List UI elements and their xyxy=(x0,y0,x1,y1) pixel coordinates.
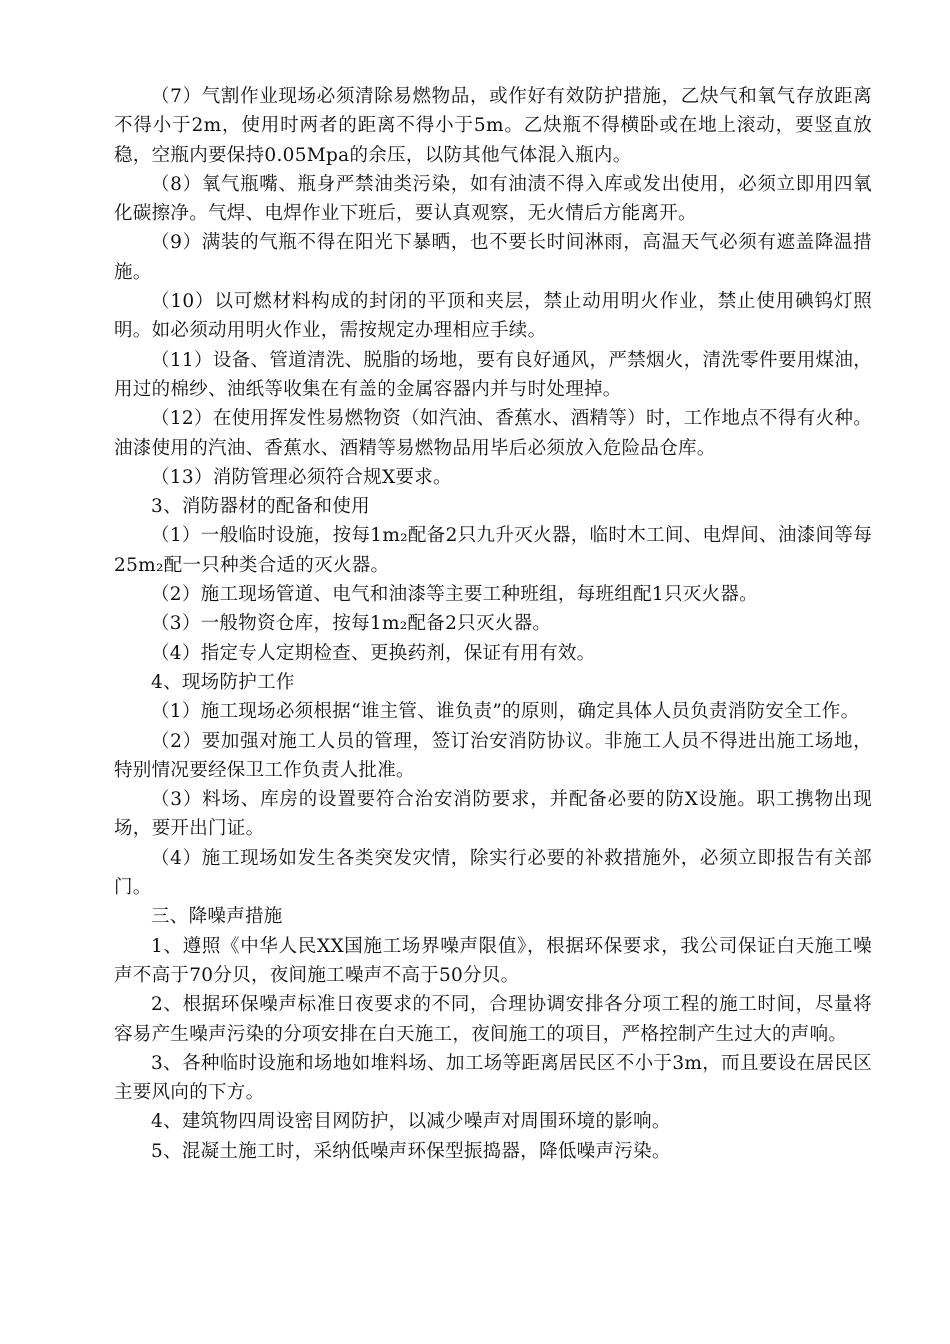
paragraph-noise-1: 1、遵照《中华人民XX国施工场界噪声限值》，根据环保要求，我公司保证白天施工噪声不高于70分贝，夜间施工噪声不高于50分贝。 xyxy=(114,935,872,986)
paragraph-11-cleaning: （11）设备、管道清洗、脱脂的场地，要有良好通风，严禁烟火，清洗零件要用煤油，用过的棉纱、油纸等收集在有盖的金属容器内并与时处理掉。 xyxy=(114,349,872,400)
paragraph-3-1: （1）一般临时设施，按每1m₂配备2只九升灭火器，临时木工间、电焊间、油漆间等每25m₂配一只种类合适的灭火器。 xyxy=(114,525,872,576)
paragraph-4-3: （3）料场、库房的设置要符合治安消防要求，并配备必要的防X设施。职工携物出现场，要开出门证。 xyxy=(114,789,872,840)
document-page xyxy=(114,82,872,1166)
paragraph-noise-5: 5、混凝土施工时，采纳低噪声环保型振捣器，降低噪声污染。 xyxy=(151,1140,671,1162)
paragraph-7-gas-cutting: （7）气割作业现场必须清除易燃物品，或作好有效防护措施，乙炔气和氧气存放距离不得小于2m，使用时两者的距离不得小于5m。乙炔瓶不得横卧或在地上滚动，要竖直放稳，空瓶内要保持0.05Mpa的余压，以防其他气体混入瓶内。 xyxy=(114,86,872,166)
paragraph-noise-2: 2、根据环保噪声标准日夜要求的不同，合理协调安排各分项工程的施工时间，尽量将容易产生噪声污染的分项安排在白天施工，夜间施工的项目，严格控制产生过大的声响。 xyxy=(114,994,872,1045)
paragraph-4-1: （1）施工现场必须根据“谁主管、谁负责”的原则，确定具体人员负责消防安全工作。 xyxy=(151,701,860,723)
paragraph-noise-4: 4、建筑物四周设密目网防护，以减少噪声对周围环境的影响。 xyxy=(151,1111,671,1133)
paragraph-8-oxygen-bottle: （8）氧气瓶嘴、瓶身严禁油类污染，如有油渍不得入库或发出使用，必须立即用四氧化碳擦净。气焊、电焊作业下班后，要认真观察，无火情后方能离开。 xyxy=(114,173,872,225)
paragraph-4-4: （4）施工现场如发生各类突发灾情，除实行必要的补救措施外，必须立即报告有关部门。 xyxy=(114,847,872,899)
paragraph-10-open-flame: （10）以可燃材料构成的封闭的平顶和夹层，禁止动用明火作业，禁止使用碘钨灯照明。如必须动用明火作业，需按规定办理相应手续。 xyxy=(114,291,872,342)
paragraph-3-2: （2）施工现场管道、电气和油漆等主要工种班组，每班组配1只灭火器。 xyxy=(151,584,758,606)
paragraph-3-4: （4）指定专人定期检查、更换药剂，保证有用有效。 xyxy=(151,642,596,664)
paragraph-3-3: （3）一般物资仓库，按每1m₂配备2只灭火器。 xyxy=(151,613,552,635)
paragraph-9-gas-bottle-sun: （9）满装的气瓶不得在阳光下暴晒，也不要长时间淋雨，高温天气必须有遮盖降温措施。 xyxy=(114,232,872,283)
paragraph-4-2: （2）要加强对施工人员的管理，签订治安消防协议。非施工人员不得进出施工场地，特别情况要经保卫工作负责人批准。 xyxy=(114,730,872,781)
paragraph-noise-3: 3、各种临时设施和场地如堆料场、加工场等距离居民区不小于3m，而且要设在居民区主要风向的下方。 xyxy=(114,1052,872,1104)
section-heading-4: 4、现场防护工作 xyxy=(151,671,295,693)
section-heading-3: 3、消防器材的配备和使用 xyxy=(151,496,370,518)
section-heading-noise: 三、降噪声措施 xyxy=(151,906,283,928)
paragraph-12-volatile: （12）在使用挥发性易燃物资（如汽油、香蕉水、酒精等）时，工作地点不得有火种。油漆使用的汽油、香蕉水、酒精等易燃物品用毕后必须放入危险品仓库。 xyxy=(114,408,872,459)
paragraph-13-fire-management: （13）消防管理必须符合规X要求。 xyxy=(151,466,452,488)
